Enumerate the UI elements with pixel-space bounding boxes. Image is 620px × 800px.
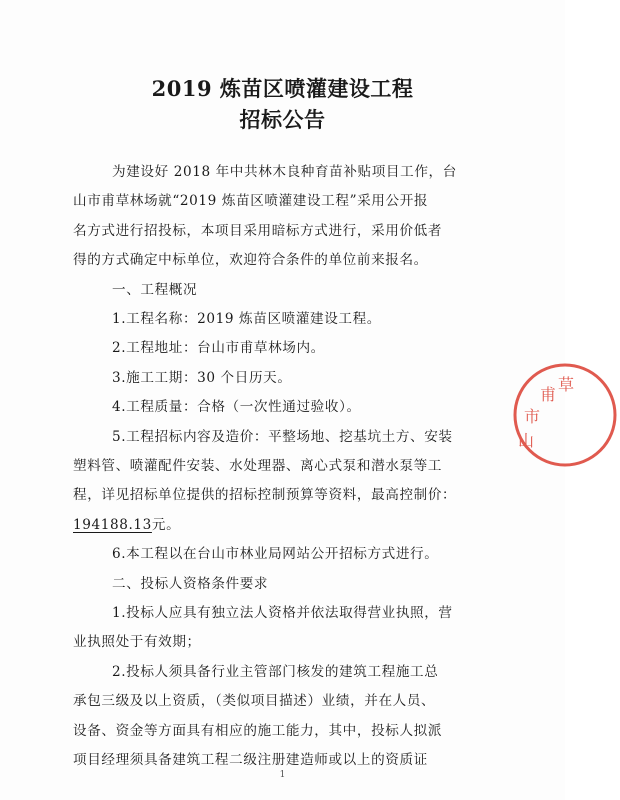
max-price-unit: 元。 [151, 516, 181, 533]
req-1-line-2: 业执照处于有效期； [73, 634, 201, 651]
item-2: 2.工程地址：台山市甫草林场内。 [112, 340, 325, 357]
page-number: 1 [279, 770, 286, 780]
document-title-line2: 招标公告 [239, 107, 326, 132]
item-6: 6.本工程以在台山市林业局网站公开招标方式进行。 [112, 546, 439, 563]
svg-text:市: 市 [524, 407, 541, 426]
item-5-amount-line [73, 513, 180, 533]
req-1-line-1: 1.投标人应具有独立法人资格并依法取得营业执照，营 [112, 605, 453, 621]
req-2-line-3: 设备、资金等方面具有相应的施工能力，其中，投标人拟派 [73, 722, 443, 739]
item-5-line-2: 塑料管、喷灌配件安装、水处理器、离心式泵和潜水泵等工 [73, 458, 443, 474]
req-2-line-1: 2.投标人须具备行业主管部门核发的建筑工程施工总 [112, 663, 439, 680]
item-4: 4.工程质量：合格（一次性通过验收）。 [112, 399, 361, 416]
max-price-amount: 194188.13 [73, 516, 152, 533]
intro-line-1: 为建设好 2018 年中共林木良种育苗补贴项目工作，台 [112, 164, 457, 180]
svg-text:甫: 甫 [540, 385, 557, 404]
section2-heading: 二、投标人资格条件要求 [112, 575, 269, 592]
svg-text:草: 草 [558, 375, 575, 394]
intro-line-4: 得的方式确定中标单位，欢迎符合条件的单位前来报名。 [73, 252, 428, 269]
intro-line-2: 山市甫草林场就“2019 炼苗区喷灌建设工程”采用公开报 [73, 193, 429, 210]
section1-heading: 一、工程概况 [112, 281, 198, 298]
intro-line-3: 名方式进行招投标，本项目采用暗标方式进行，采用价低者 [73, 222, 443, 239]
item-3: 3.施工工期：30 个日历天。 [112, 369, 292, 386]
item-1: 1.工程名称：2019 炼苗区喷灌建设工程。 [112, 311, 381, 327]
document-title-line1: 2019 炼苗区喷灌建设工程 [151, 76, 414, 101]
req-2-line-4: 项目经理须具备建筑工程二级注册建造师或以上的资质证 [73, 752, 428, 768]
item-5-line-3: 程，详见招标单位提供的招标控制预算等资料，最高控制价： [73, 487, 457, 504]
item-5-line-1: 5.工程招标内容及造价：平整场地、挖基坑土方、安装 [112, 428, 453, 445]
req-2-line-2: 承包三级及以上资质，（类似项目描述）业绩，并在人员、 [73, 693, 436, 710]
svg-text:山: 山 [518, 431, 535, 450]
official-seal-icon [510, 360, 620, 470]
